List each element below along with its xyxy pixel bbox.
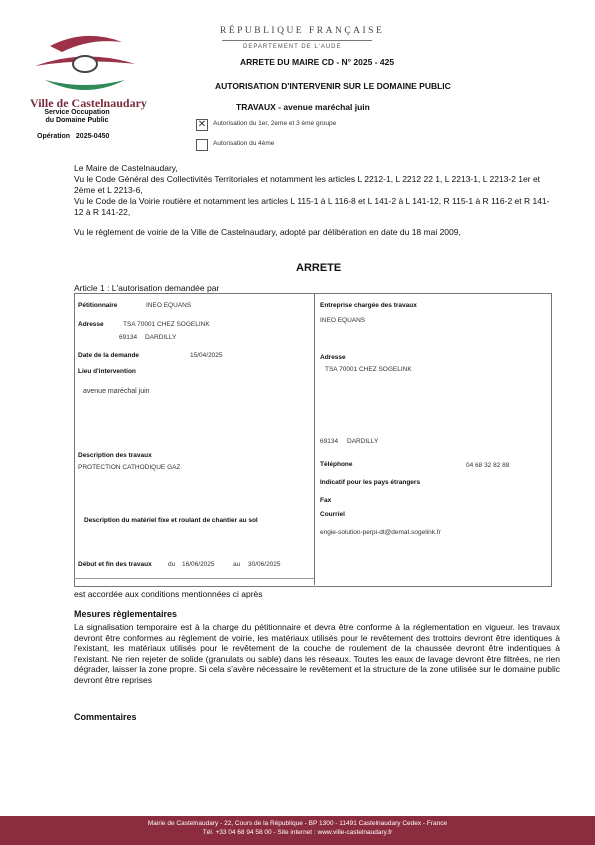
courriel-value: engie-solution-perpi-dt@demat.sogelink.fr: [320, 529, 441, 536]
entreprise-cp: 69134: [320, 438, 339, 445]
preamble-reglement: Vu le règlement de voirie de la Ville de Castelnaudary, adopté par délibération en date du 18 mai 2009,: [74, 227, 461, 237]
article-1: Article 1 : L'autorisation demandée par: [74, 283, 220, 293]
fax-label: Fax: [320, 497, 332, 504]
box-bottom-divider: [74, 578, 314, 579]
checkbox-label-groupe-4: Autorisation du 4ème: [213, 140, 275, 147]
dates-du: du: [168, 561, 176, 568]
dates-au: au: [233, 561, 241, 568]
preamble-maire: Le Maire de Castelnaudary,: [74, 163, 178, 173]
city-name: Ville de Castelnaudary: [30, 96, 147, 110]
adresse-value: TSA 70001 CHEZ SOGELINK: [123, 321, 210, 328]
republique-heading: RÉPUBLIQUE FRANÇAISE: [220, 26, 385, 36]
preamble-cgct: Vu le Code Général des Collectivités Territoriales et notamment les articles L 2212-1, L 2212 22 1, L 2213-1, L 2213-2 1er et 2ème et L 2213-6,: [74, 174, 541, 195]
checkbox-groupes-1-3[interactable]: ✕: [197, 119, 207, 130]
entreprise-value: INEO EQUANS: [320, 317, 366, 324]
adresse-ville: DARDILLY: [145, 334, 177, 341]
date-demande-label: Date de la demande: [78, 352, 140, 359]
petitionnaire-label: Pétitionnaire: [78, 302, 118, 309]
mesures-heading: Mesures règlementaires: [74, 609, 178, 619]
box-divider: [314, 293, 315, 585]
indicatif-label: Indicatif pour les pays étrangers: [320, 479, 421, 486]
accorded-text: est accordée aux conditions mentionnées ci après: [74, 589, 263, 599]
adresse-label: Adresse: [78, 321, 104, 328]
footer-address: Mairie de Castelnaudary - 22, Cours de la République - BP 1300 - 11491 Castelnaudary Cedex - France: [147, 820, 448, 827]
materiel-label: Description du matériel fixe et roulant de chantier au sol: [84, 517, 258, 524]
lieu-value: avenue maréchal juin: [83, 388, 150, 395]
operation-value: 2025-0450: [75, 133, 110, 140]
telephone-label: Téléphone: [320, 461, 353, 468]
departement-heading: DEPARTEMENT DE L'AUDE: [243, 44, 342, 50]
lieu-label: Lieu d'intervention: [78, 368, 136, 375]
adresse-cp: 69134: [119, 334, 138, 341]
heading-divider: [222, 40, 372, 41]
dates-start: 16/06/2025: [182, 561, 215, 568]
service-name: [42, 109, 112, 125]
service-line2: du Domaine Public: [45, 117, 109, 124]
petitionnaire-value: INEO EQUANS: [146, 302, 192, 309]
date-demande-value: 15/04/2025: [190, 352, 223, 359]
travaux-title: TRAVAUX - avenue maréchal juin: [236, 102, 370, 112]
service-line1: Service Occupation: [44, 109, 110, 116]
entreprise-adresse-value: TSA 70001 CHEZ SOGELINK: [325, 366, 412, 373]
entreprise-adresse-label: Adresse: [320, 354, 346, 361]
courriel-label: Courriel: [320, 511, 345, 518]
operation-number: [37, 133, 109, 140]
city-logo: [30, 28, 140, 98]
commentaires-heading: Commentaires: [74, 712, 137, 722]
telephone-value: 04 68 32 82 88: [466, 462, 510, 469]
dates-label: Début et fin des travaux: [78, 561, 152, 568]
entreprise-ville: DARDILLY: [347, 438, 379, 445]
checkbox-groupe-4[interactable]: [196, 139, 208, 151]
footer-contact: Tél. +33 04 68 94 58 00 - Site internet : www.ville-castelnaudary.fr: [202, 829, 393, 836]
mesures-text: La signalisation temporaire est à la charge du pétitionnaire et devra être conforme à la réglementation en vigueur. les travaux devront être conformes au règlement de voirie, les matériaux utilisés pour le revêtement des trottoirs devront être identiques à l'existant, les matériaux utilisés pour le revêtement de la couche de roulement de la chaussée devront être indentiques à l'existant. Ne rien rejeter de solide (granulats ou sable) dans les réseaux. Toutes les eaux de lavage devront être filtrées, ne rien dégrader, laisser la zone propre. Si cela s'avère nécessaire le revêtement et la structure de la zone utilisée sur le domaine public devront être reprises: [74, 622, 560, 685]
footer-bar: [0, 816, 595, 845]
dates-end: 30/06/2025: [248, 561, 281, 568]
description-label: Description des travaux: [78, 452, 152, 459]
entreprise-label: Entreprise chargée des travaux: [320, 302, 417, 309]
preamble-voirie: Vu le Code de la Voirie routière et notamment les articles L 115-1 à L 116-8 et L 141-2 à L 141-12, R 115-1 à R 116-2 et R 141-12 à R 141-22,: [74, 196, 550, 217]
checkbox-label-groupes-1-3: Autorisation du 1er, 2eme et 3 ème groupe: [213, 120, 337, 127]
operation-label: Opération: [37, 133, 71, 140]
arrete-heading: ARRETE: [296, 262, 342, 274]
description-value: PROTECTION CATHODIQUE GAZ: [78, 464, 181, 471]
arrete-number-title: ARRETE DU MAIRE CD - N° 2025 - 425: [240, 57, 395, 67]
authorization-subtitle: AUTORISATION D'INTERVENIR SUR LE DOMAINE PUBLIC: [215, 81, 451, 91]
